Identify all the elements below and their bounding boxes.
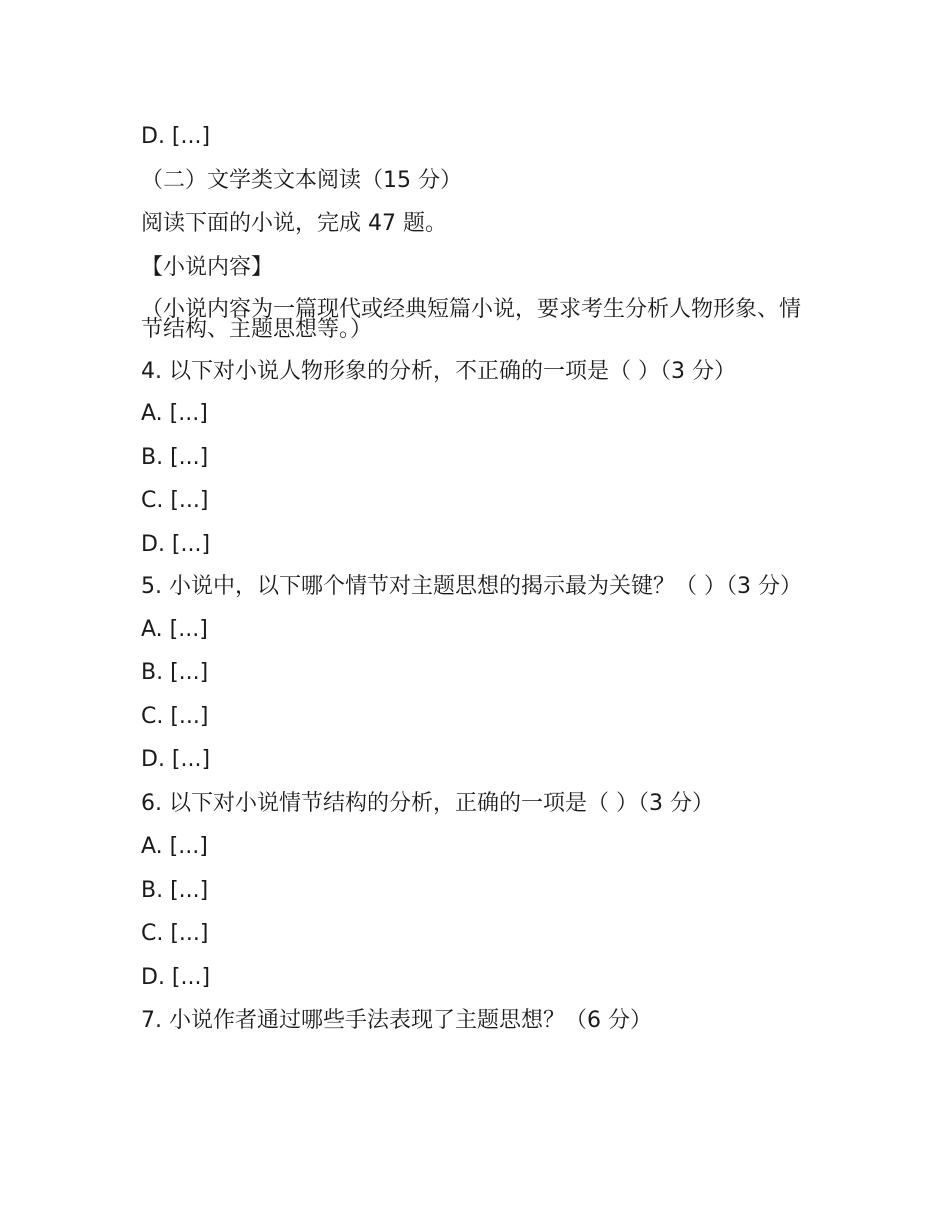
novel-content-note: （小说内容为一篇现代或经典短篇小说，要求考生分析人物形象、情节结构、主题思想等。）: [141, 297, 802, 342]
q5-option-b: B. [...]: [141, 660, 209, 685]
novel-content-label: 【小说内容】: [141, 254, 274, 280]
q6-option-a: A. [...]: [141, 834, 208, 859]
question-5: 5. 小说中，以下哪个情节对主题思想的揭示最为关键？（ ）（3 分）: [141, 574, 802, 599]
section-heading: （二）文学类文本阅读（15 分）: [141, 167, 462, 193]
q6-option-d: D. [...]: [141, 964, 211, 990]
q6-option-b: B. [...]: [141, 877, 209, 903]
q5-option-d: D. [...]: [141, 747, 211, 772]
reading-instruction: 阅读下面的小说，完成 47 题。: [141, 211, 447, 236]
question-7: 7. 小说作者通过哪些手法表现了主题思想？（6 分）: [141, 1008, 652, 1033]
document-page: [141, 126, 821, 1054]
q4-option-d: D. [...]: [141, 531, 211, 557]
q5-option-a: A. [...]: [141, 616, 208, 642]
q5-option-c: C. [...]: [141, 703, 209, 729]
q4-option-c: C. [...]: [141, 488, 209, 513]
q4-option-a: A. [...]: [141, 401, 208, 426]
option-d-prev: D. [...]: [141, 124, 211, 149]
q6-option-c: C. [...]: [141, 921, 209, 946]
q4-option-b: B. [...]: [141, 444, 209, 470]
question-4: 4. 以下对小说人物形象的分析，不正确的一项是（ ）（3 分）: [141, 358, 736, 384]
question-6: 6. 以下对小说情节结构的分析，正确的一项是（ ）（3 分）: [141, 790, 714, 816]
